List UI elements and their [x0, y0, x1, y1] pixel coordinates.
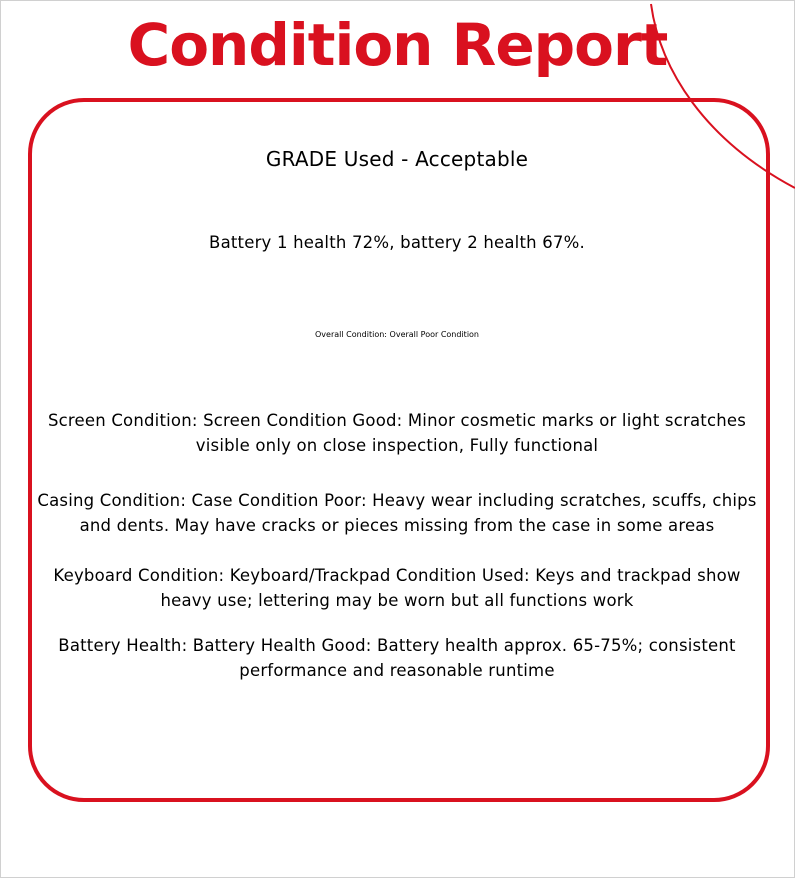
overall-condition: Overall Condition: Overall Poor Condition: [314, 330, 479, 339]
screen-condition: Screen Condition: Screen Condition Good: Minor cosmetic marks or light scratches visible only on close inspection, Fully functional: [47, 411, 747, 455]
grade-label: GRADE Used - Acceptable: [265, 147, 529, 171]
battery-summary: Battery 1 health 72%, battery 2 health 67%.: [209, 233, 585, 252]
page-title: Condition Report: [127, 11, 668, 79]
casing-condition: Casing Condition: Case Condition Poor: Heavy wear including scratches, scuffs, chips and dents. May have cracks or pieces missing from the case in some areas: [37, 491, 757, 535]
battery-health: Battery Health: Battery Health Good: Battery health approx. 65-75%; consistent performance and reasonable runtime: [58, 636, 736, 680]
keyboard-condition: Keyboard Condition: Keyboard/Trackpad Condition Used: Keys and trackpad show heavy use; lettering may be worn but all functions work: [53, 566, 741, 610]
